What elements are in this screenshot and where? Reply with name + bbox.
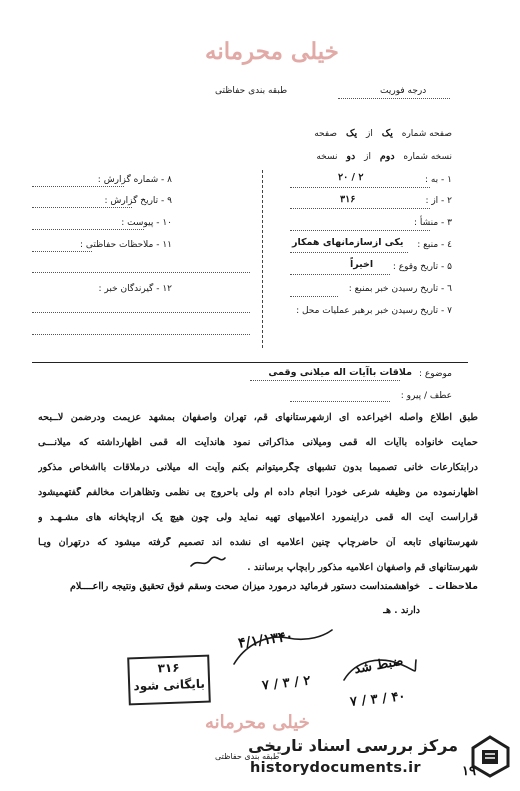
handwritten-date: ۴/۱/۱۳۴۰ [237, 628, 295, 652]
dotline [32, 251, 92, 252]
right-field-news-to-source-label: ٦ - تاریخ رسیدن خبر بمنبع : [348, 284, 452, 294]
body-line-3: درابتکارعات خانی تصمیما بدون تشبهای چگرمیتوانم بکنم وآیت اله میلانی درملاقات بااشخاص مذکور [38, 462, 478, 473]
handwritten-initials: ۷ / ۳ / ۲ [261, 673, 312, 694]
dotline [32, 207, 132, 208]
copy-number-line [316, 151, 452, 162]
right-field-origin-label: ۳ - منشأ : [413, 218, 452, 228]
archive-stamp-text: بایگانی شود [133, 676, 206, 694]
left-field-report-date: ۹ - تاریخ گزارش : [104, 196, 172, 206]
dotline [32, 229, 144, 230]
handwritten-note-bottom: ۷ / ۳ / ۴۰ [349, 689, 407, 710]
protection-class-label: طبقه بندی حفاظتی [215, 86, 288, 96]
page-number-value: یک [381, 128, 393, 139]
subject-value: ملاقات باآیات اله میلانی وقمی [268, 367, 412, 378]
right-field-occurrence-value: اخیراً [350, 259, 374, 270]
copy-line-prefix: نسخه شماره [403, 152, 452, 162]
right-field-source-value: یکی ازسازمانهای همکار [292, 237, 404, 248]
footer-protection-label: طبقه بندی حفاظتی [215, 752, 280, 761]
urgency-label: درجه فوریت [380, 86, 427, 96]
archive-stamp [127, 655, 211, 706]
right-field-to-label: ۱ - به : [424, 175, 452, 185]
handwritten-note-top: ضبط شد [353, 653, 405, 678]
handwritten-note-scribble [340, 650, 420, 690]
right-field-source-label: ٤ - منبع : [417, 240, 452, 250]
dotline [32, 186, 124, 187]
subject-label: موضوع : [418, 369, 452, 379]
dotline [290, 401, 390, 402]
page-line-prefix: صفحه شماره [401, 129, 452, 139]
handwritten-date-scribble [228, 624, 338, 680]
notes-line-1: خواهشمنداست دستور فرمائید درمورد میزان صحت وسقم فوق تحقیق ونتیجه رااعــــلام [70, 581, 420, 592]
initials-scribble [188, 554, 228, 572]
urgency-dotline [338, 98, 450, 99]
dotline [32, 334, 250, 335]
dotline [290, 208, 430, 209]
right-field-news-to-leader-label: ۷ - تاریخ رسیدن خبر برهبر عملیات محل : [296, 306, 452, 316]
page-number-line [314, 128, 452, 139]
body-line-6: شهرستانهای تابعه آن حاضرچاپ چنین اعلامیه ای نشده اند تصمیم گرفته میشود که درتهران ویـا [38, 537, 478, 548]
copy-number-value: دوم [379, 151, 395, 162]
copy-total-value: دو [346, 151, 356, 162]
right-field-from-label: ۲ - از : [425, 196, 452, 206]
dotline [32, 272, 250, 273]
page-line-suffix: صفحه [314, 129, 338, 139]
watermark-title: مرکز بررسی اسناد تاریخی [248, 736, 458, 755]
left-field-protection-notes: ۱۱ - ملاحظات حفاظتی : [80, 240, 172, 250]
dotline [32, 312, 250, 313]
body-line-4: اظهارنموده من وظیفه شرعی خودرا انجام داده ام ولی باحروج بی نظمی وتظاهرات مخالفم گفتهمیشود [38, 487, 478, 498]
dotline [290, 296, 338, 297]
watermark-url: historydocuments.ir [250, 760, 421, 776]
body-line-5: قراراست آیت اله قمی دراینمورد اعلامیهای تهیه نماید ولی چون هیچ یک ازچاپخانه های مشـهـد و [38, 512, 478, 523]
body-line-1: طبق اطلاع واصله اخیراعده ای ازشهرستانهای قم، تهران واصفهان بمشهد عزیمت ودرضمن لاــبحه [38, 412, 478, 423]
left-field-attachment: ۱۰ - پیوست : [121, 218, 172, 228]
right-field-occurrence-label: ۵ - تاریخ وقوع : [392, 262, 452, 272]
dotline [250, 380, 400, 381]
copy-of: از [364, 152, 371, 162]
watermark [210, 728, 520, 791]
page-of: از [365, 129, 373, 139]
dotline [290, 187, 430, 188]
column-separator [262, 170, 263, 348]
page-corner-number: ۱۹ [462, 764, 476, 779]
notes-line-2: دارند . هـ [383, 605, 420, 616]
left-field-report-number: ۸ - شماره گزارش : [97, 175, 172, 185]
right-field-from-value: ۳۱۶ [340, 194, 356, 205]
dotline [290, 274, 390, 275]
left-field-recipients: ۱۲ - گیرندگان خبر : [98, 284, 172, 294]
page-total-value: یک [345, 128, 358, 139]
copy-line-suffix: نسخه [316, 152, 338, 162]
body-line-7: شهرستانهای قم واصفهان اعلامیه مذکور رابچاپ برسانند . [247, 562, 478, 573]
dotline [290, 230, 430, 231]
dotline [290, 252, 408, 253]
classification-stamp-top: خیلی محرمانه [205, 38, 339, 65]
notes-label: ملاحظات ـ [429, 581, 478, 592]
classification-stamp-bottom: خیلی محرمانه [205, 712, 310, 733]
divider-line [32, 362, 468, 363]
reference-label: عطف / پیرو : [400, 391, 452, 401]
body-line-2: حمایت خانواده باآیات اله قمی ومیلانی مذاکراتی نمود هاندآیت اله قمی اظهارداشته که میلانـــی [38, 437, 478, 448]
right-field-to-value: ۲ / ۲۰ [338, 172, 364, 183]
archive-stamp-number: ۳۱۶ [157, 660, 180, 676]
